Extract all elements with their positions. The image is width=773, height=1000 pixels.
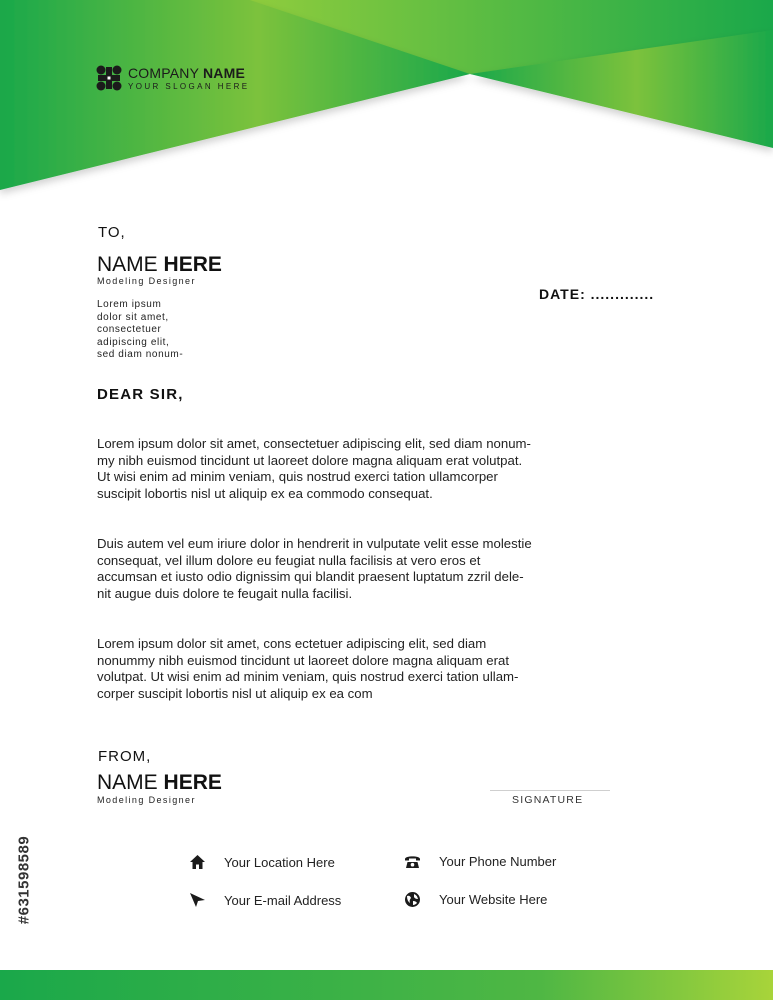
contact-website-text: Your Website Here [439, 891, 548, 907]
company-name [128, 65, 250, 81]
company-name-suffix: NAME [203, 65, 246, 81]
sender-name-regular: NAME [97, 771, 158, 794]
contact-phone-text: Your Phone Number [439, 853, 557, 869]
contact-location [188, 853, 335, 871]
to-label: TO, [98, 224, 126, 241]
contact-phone [403, 852, 556, 870]
logo-mark-icon [95, 64, 123, 92]
recipient-name-bold: HERE [163, 253, 222, 276]
body-paragraph: Lorem ipsum dolor sit amet, consectetuer adipiscing elit, sed diam nonum- my nibh euismod tincidunt ut laoreet dolore magna aliquam erat volutpat. Ut wisi enim ad minim veniam, quis nostrud exerci tation ullamcorper suscipit lobortis nisl ut aliquip ex ea commodo consequat. [97, 436, 531, 501]
logo-text [128, 65, 250, 91]
stock-id-text: #631598589 [15, 835, 33, 925]
date-field: DATE: ............. [539, 286, 655, 302]
home-icon [188, 853, 206, 871]
company-logo [95, 64, 250, 92]
contact-website [403, 890, 547, 908]
sender-name-bold: HERE [163, 771, 222, 794]
sender-role: Modeling Designer [97, 795, 196, 805]
recipient-name [97, 253, 222, 277]
footer-bar [0, 970, 773, 1000]
contact-email-text: Your E-mail Address [224, 892, 342, 908]
body-paragraph: Lorem ipsum dolor sit amet, cons ectetuer adipiscing elit, sed diam nonummy nibh euismod tincidunt ut laoreet dolore magna aliquam erat volutpat. Ut wisi enim ad minim veniam, quis nostrud exerci tation ullam- corper suscipit lobortis nisl ut aliquip ex ea com [97, 636, 519, 701]
body-paragraph: Duis autem vel eum iriure dolor in hendrerit in vulputate velit esse molestie consequat, vel illum dolore eu feugiat nulla facilisis at vero eros et accumsan et iusto odio dignissim qui blandit praesent luptatum zzril dele- nit augue duis dolore te feugait nulla facilisi. [97, 536, 532, 601]
signature-label: SIGNATURE [512, 794, 584, 806]
salutation: DEAR SIR, [97, 386, 184, 403]
globe-icon [403, 890, 421, 908]
contact-location-text: Your Location Here [224, 854, 335, 870]
send-icon [188, 891, 206, 909]
phone-icon [403, 852, 421, 870]
company-name-prefix: COMPANY [128, 65, 199, 81]
contact-email [188, 891, 341, 909]
stock-id-watermark [14, 760, 34, 1000]
from-label: FROM, [98, 748, 152, 765]
company-slogan: YOUR SLOGAN HERE [128, 82, 250, 91]
recipient-role: Modeling Designer [97, 276, 196, 286]
recipient-name-regular: NAME [97, 253, 158, 276]
recipient-address: Lorem ipsum dolor sit amet, consectetuer adipiscing elit, sed diam nonum- [97, 299, 184, 360]
signature-line [490, 790, 610, 791]
sender-name [97, 771, 222, 795]
